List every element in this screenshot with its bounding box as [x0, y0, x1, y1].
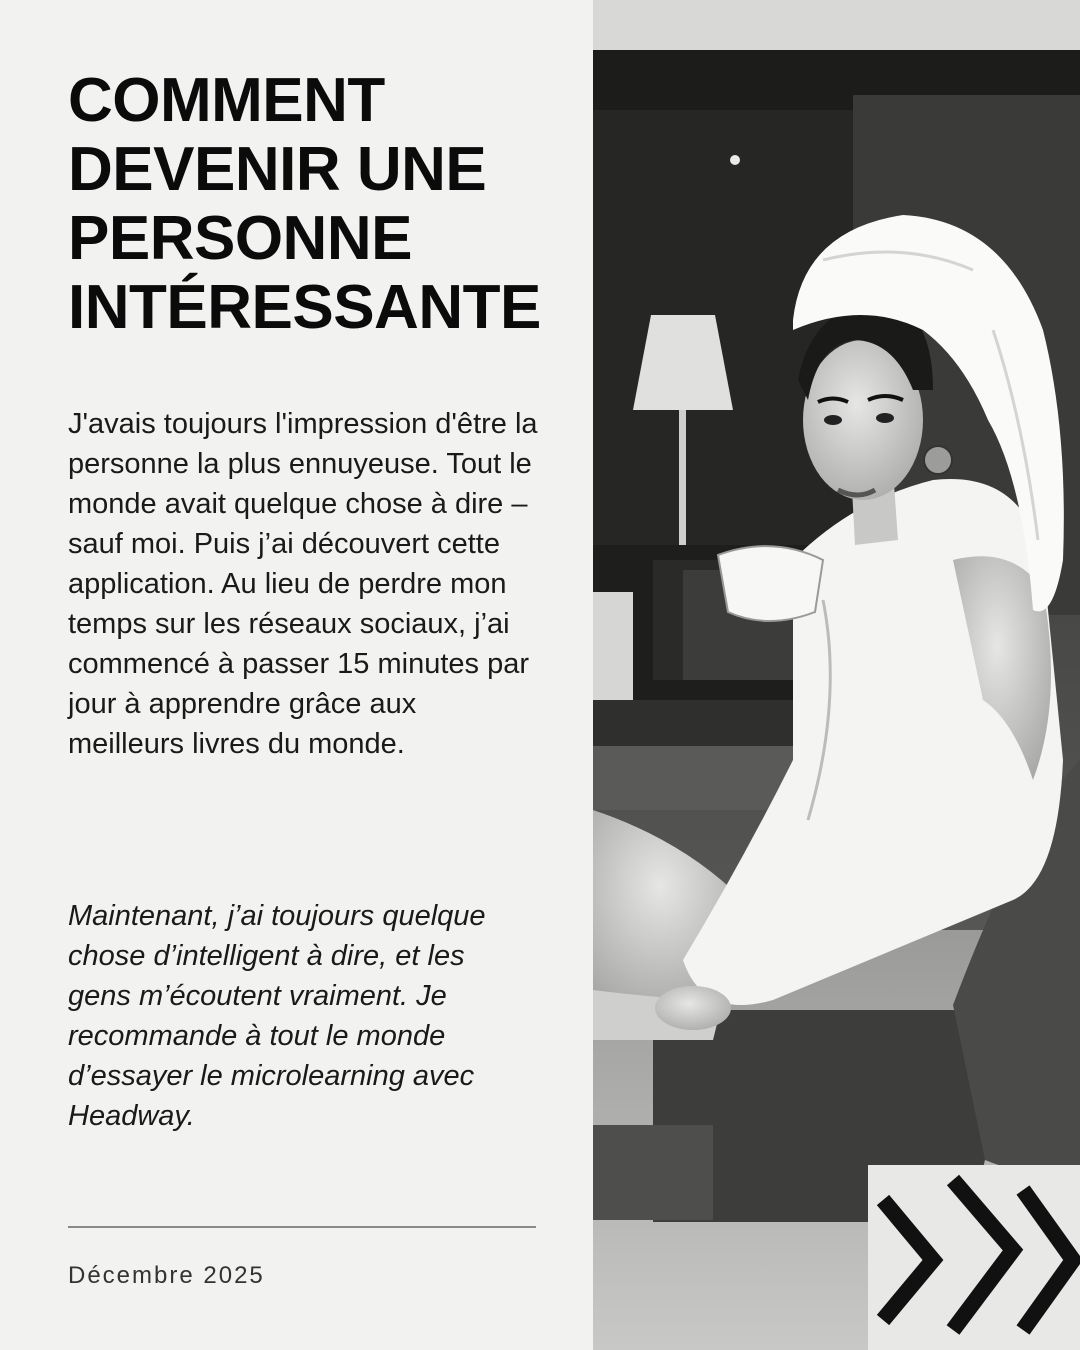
article-title: [68, 66, 588, 342]
title-line: COMMENT: [68, 66, 385, 135]
woman-with-towel-photo: [593, 0, 1080, 1350]
article-date: Décembre 2025: [68, 1262, 265, 1289]
divider: [68, 1226, 536, 1228]
photo-illustration: [593, 0, 1080, 1350]
article-body: J'avais toujours l'impression d'être la personne la plus ennuyeuse. Tout le monde avait quelque chose à dire – sauf moi. Puis j’ai découvert cette application. Au lieu de perdre mon temps sur les réseaux sociaux, j’ai commencé à passer 15 minutes par jour à apprendre grâce aux meilleurs livres du monde.: [68, 408, 538, 760]
title-line: DEVENIR UNE: [68, 135, 487, 204]
title-line: INTÉRESSANTE: [68, 273, 541, 342]
title-line: PERSONNE: [68, 204, 412, 273]
article-quote: Maintenant, j’ai toujours quelque chose d’intelligent à dire, et les gens m’écoutent vraiment. Je recommande à tout le monde d’essayer le microlearning avec Headway.: [68, 900, 486, 1132]
